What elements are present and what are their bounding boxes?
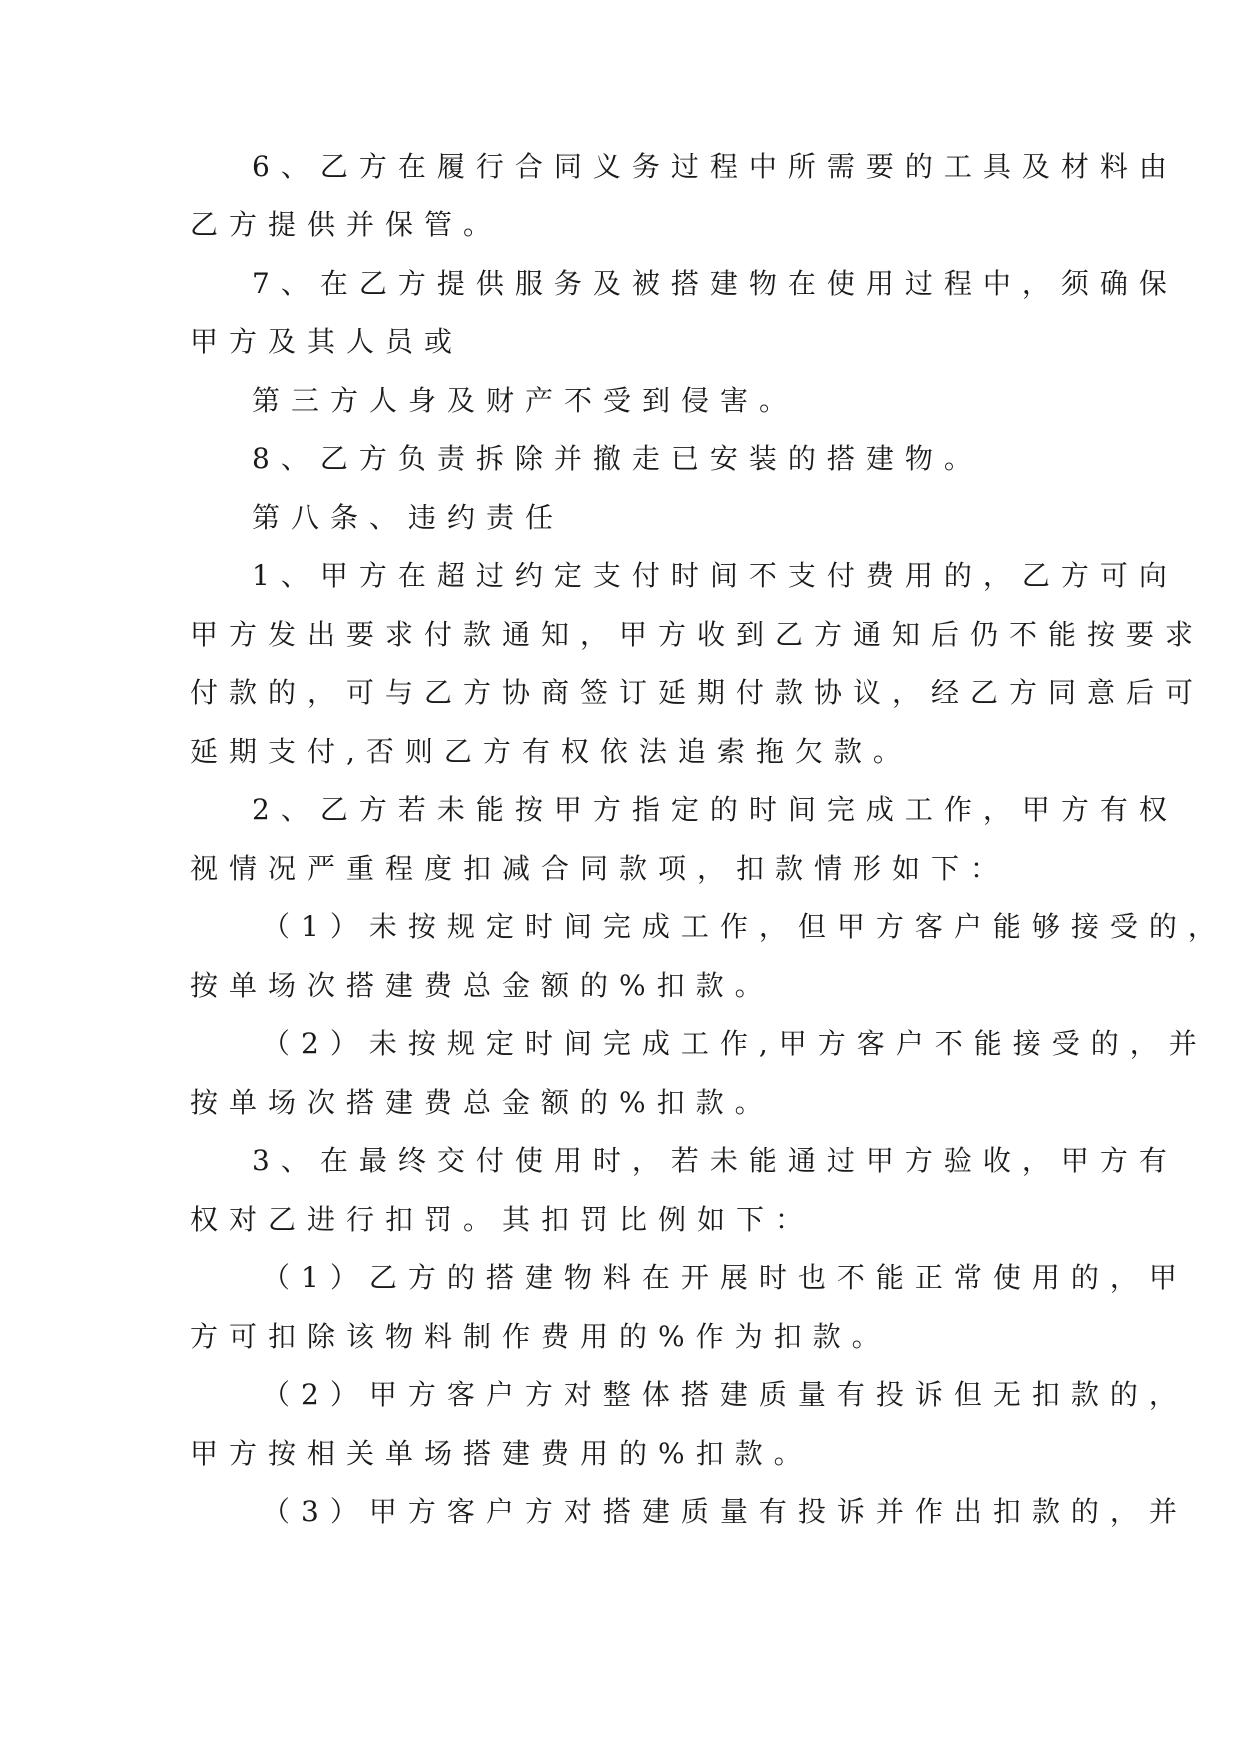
paragraph-line: 2、乙方若未能按甲方指定的时间完成工作，甲方有权 <box>252 793 1178 826</box>
paragraph-line: 权对乙进行扣罚。其扣罚比例如下： <box>190 1203 815 1236</box>
paragraph-line: 8、乙方负责拆除并撤走已安装的搭建物。 <box>252 442 983 475</box>
paragraph-line: （2）未按规定时间完成工作,甲方客户不能接受的，并 <box>262 1027 1208 1060</box>
paragraph-line: 3、在最终交付使用时，若未能通过甲方验收，甲方有 <box>252 1144 1178 1177</box>
paragraph-line: 按单场次搭建费总金额的%扣款。 <box>190 1086 774 1119</box>
paragraph-line: 付款的，可与乙方协商签订延期付款协议，经乙方同意后可 <box>190 676 1205 709</box>
paragraph-line: （3）甲方客户方对搭建质量有投诉并作出扣款的，并 <box>262 1495 1188 1528</box>
section-heading: 第八条、违约责任 <box>252 501 565 534</box>
paragraph-line: （1）乙方的搭建物料在开展时也不能正常使用的，甲 <box>262 1261 1188 1294</box>
paragraph-line: 视情况严重程度扣减合同款项，扣款情形如下： <box>190 852 1010 885</box>
paragraph-line: 6、乙方在履行合同义务过程中所需要的工具及材料由 <box>252 150 1178 183</box>
paragraph-line: 第三方人身及财产不受到侵害。 <box>252 384 799 417</box>
paragraph-line: 7、在乙方提供服务及被搭建物在使用过程中，须确保 <box>252 267 1178 300</box>
paragraph-line: 甲方按相关单场搭建费用的%扣款。 <box>190 1437 813 1470</box>
paragraph-line: （2）甲方客户方对整体搭建质量有投诉但无扣款的， <box>262 1378 1188 1411</box>
paragraph-line: 甲方及其人员或 <box>190 325 464 358</box>
paragraph-line: 甲方发出要求付款通知，甲方收到乙方通知后仍不能按要求 <box>190 618 1205 651</box>
paragraph-line: 乙方提供并保管。 <box>190 208 503 241</box>
paragraph-line: 1、甲方在超过约定支付时间不支付费用的，乙方可向 <box>252 559 1178 592</box>
paragraph-line: 延期支付,否则乙方有权依法追索拖欠款。 <box>190 735 912 768</box>
paragraph-line: 方可扣除该物料制作费用的%作为扣款。 <box>190 1320 891 1353</box>
paragraph-line: 按单场次搭建费总金额的%扣款。 <box>190 969 774 1002</box>
paragraph-line: （1）未按规定时间完成工作，但甲方客户能够接受的， <box>262 910 1227 943</box>
